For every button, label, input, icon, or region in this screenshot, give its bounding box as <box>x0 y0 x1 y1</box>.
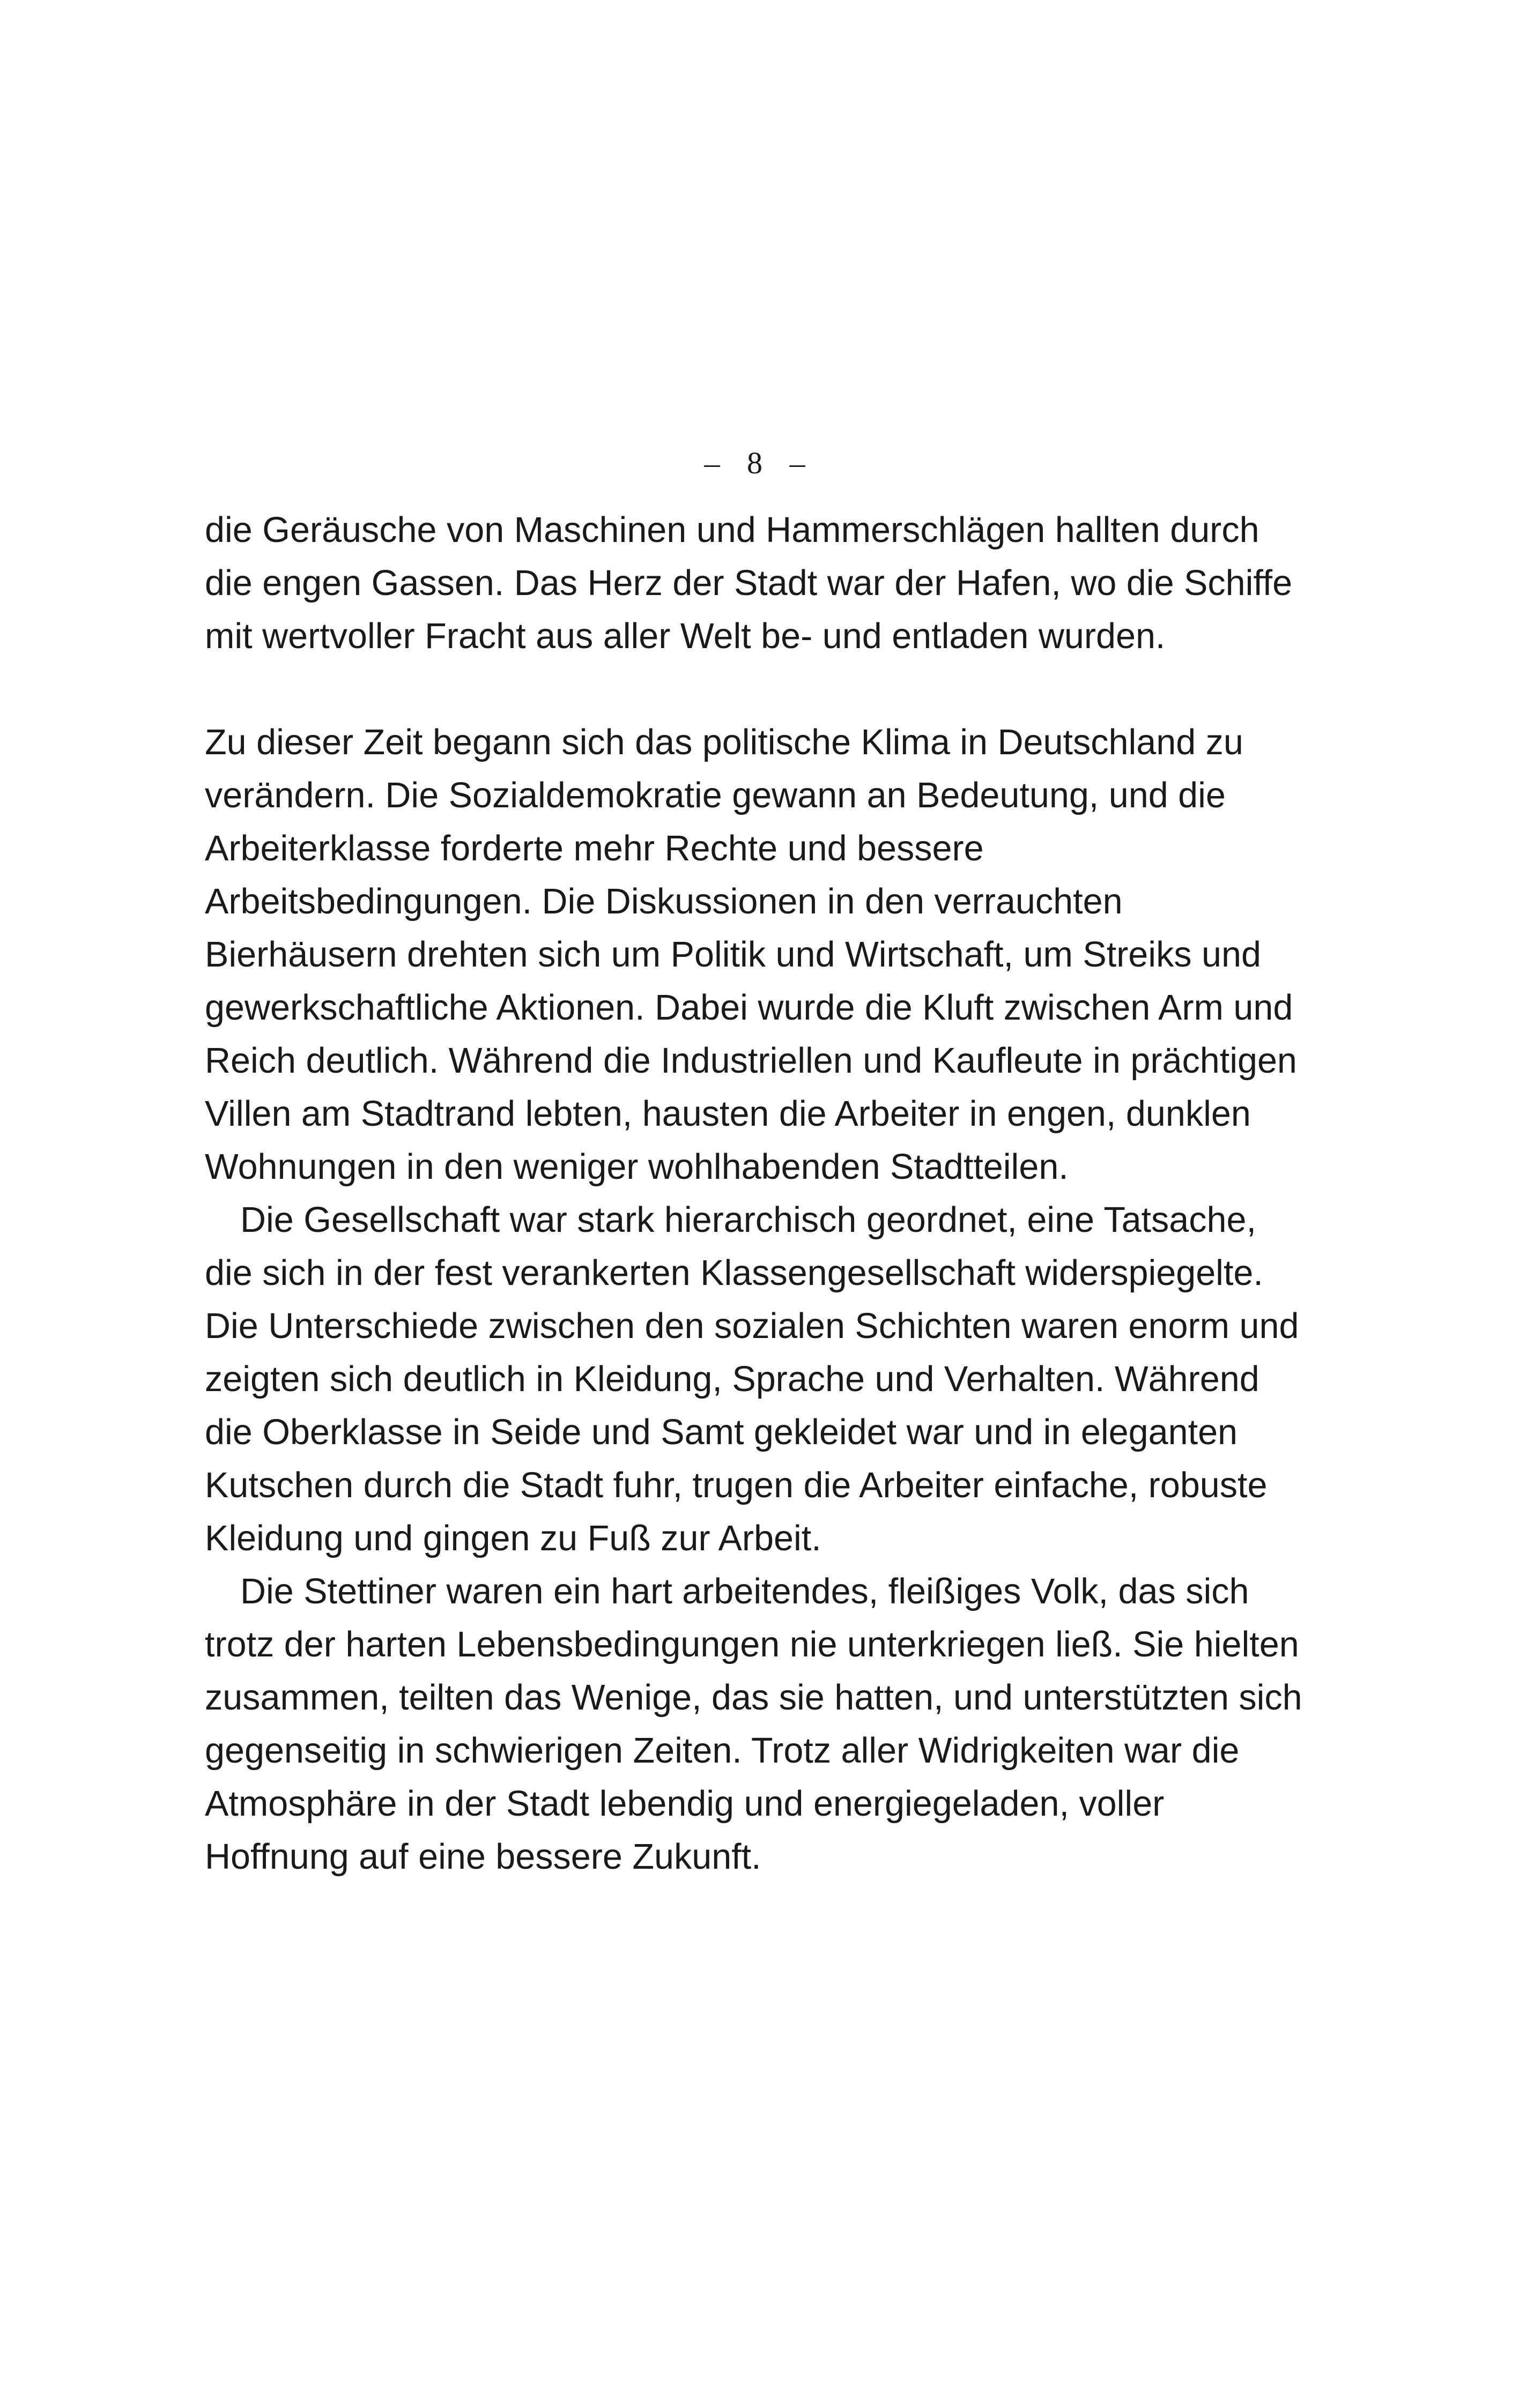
text-line: Die Unterschiede zwischen den sozialen Schichten waren enorm und <box>205 1306 1299 1346</box>
text-line: Kutschen durch die Stadt fuhr, trugen die Arbeiter einfache, robuste <box>205 1466 1268 1505</box>
text-line: Zu dieser Zeit begann sich das politische Klima in Deutschland zu <box>205 723 1243 762</box>
text-line: Hoffnung auf eine bessere Zukunft. <box>205 1837 761 1877</box>
text-line: Kleidung und gingen zu Fuß zur Arbeit. <box>205 1519 821 1558</box>
text-line: Villen am Stadtrand lebten, hausten die Arbeiter in engen, dunklen <box>205 1094 1251 1134</box>
text-line: Arbeitsbedingungen. Die Diskussionen in den verrauchten <box>205 882 1123 921</box>
text-line: die Oberklasse in Seide und Samt gekleidet war und in eleganten <box>205 1413 1238 1452</box>
text-line: die sich in der fest verankerten Klassengesellschaft widerspiegelte. <box>205 1253 1263 1293</box>
text-line: zeigten sich deutlich in Kleidung, Sprache und Verhalten. Während <box>205 1359 1259 1399</box>
text-line: Arbeiterklasse forderte mehr Rechte und bessere <box>205 829 984 868</box>
page-number: – 8 – <box>704 445 815 480</box>
text-line: Bierhäusern drehten sich um Politik und Wirtschaft, um Streiks und <box>205 935 1261 975</box>
text-line: gewerkschaftliche Aktionen. Dabei wurde die Kluft zwischen Arm und <box>205 988 1293 1028</box>
text-line: Die Gesellschaft war stark hierarchisch geordnet, eine Tatsache, <box>240 1200 1256 1240</box>
text-line: Reich deutlich. Während die Industriellen und Kaufleute in prächtigen <box>205 1041 1297 1081</box>
text-line: mit wertvoller Fracht aus aller Welt be- und entladen wurden. <box>205 616 1166 656</box>
text-line: zusammen, teilten das Wenige, das sie hatten, und unterstützten sich <box>205 1678 1302 1718</box>
text-line: Atmosphäre in der Stadt lebendig und energiegeladen, voller <box>205 1784 1165 1824</box>
text-line: die Geräusche von Maschinen und Hammerschlägen hallten durch <box>205 510 1259 550</box>
page-body-text <box>205 504 1331 1884</box>
text-line: verändern. Die Sozialdemokratie gewann an Bedeutung, und die <box>205 776 1226 815</box>
text-line: Wohnungen in den weniger wohlhabenden Stadtteilen. <box>205 1147 1069 1187</box>
paragraph-gap <box>205 663 1331 716</box>
text-line: die engen Gassen. Das Herz der Stadt war der Hafen, wo die Schiffe <box>205 563 1293 603</box>
text-line: trotz der harten Lebensbedingungen nie unterkriegen ließ. Sie hielten <box>205 1625 1299 1664</box>
text-line: Die Stettiner waren ein hart arbeitendes, fleißiges Volk, das sich <box>240 1572 1249 1611</box>
text-line: gegenseitig in schwierigen Zeiten. Trotz aller Widrigkeiten war die <box>205 1731 1240 1771</box>
